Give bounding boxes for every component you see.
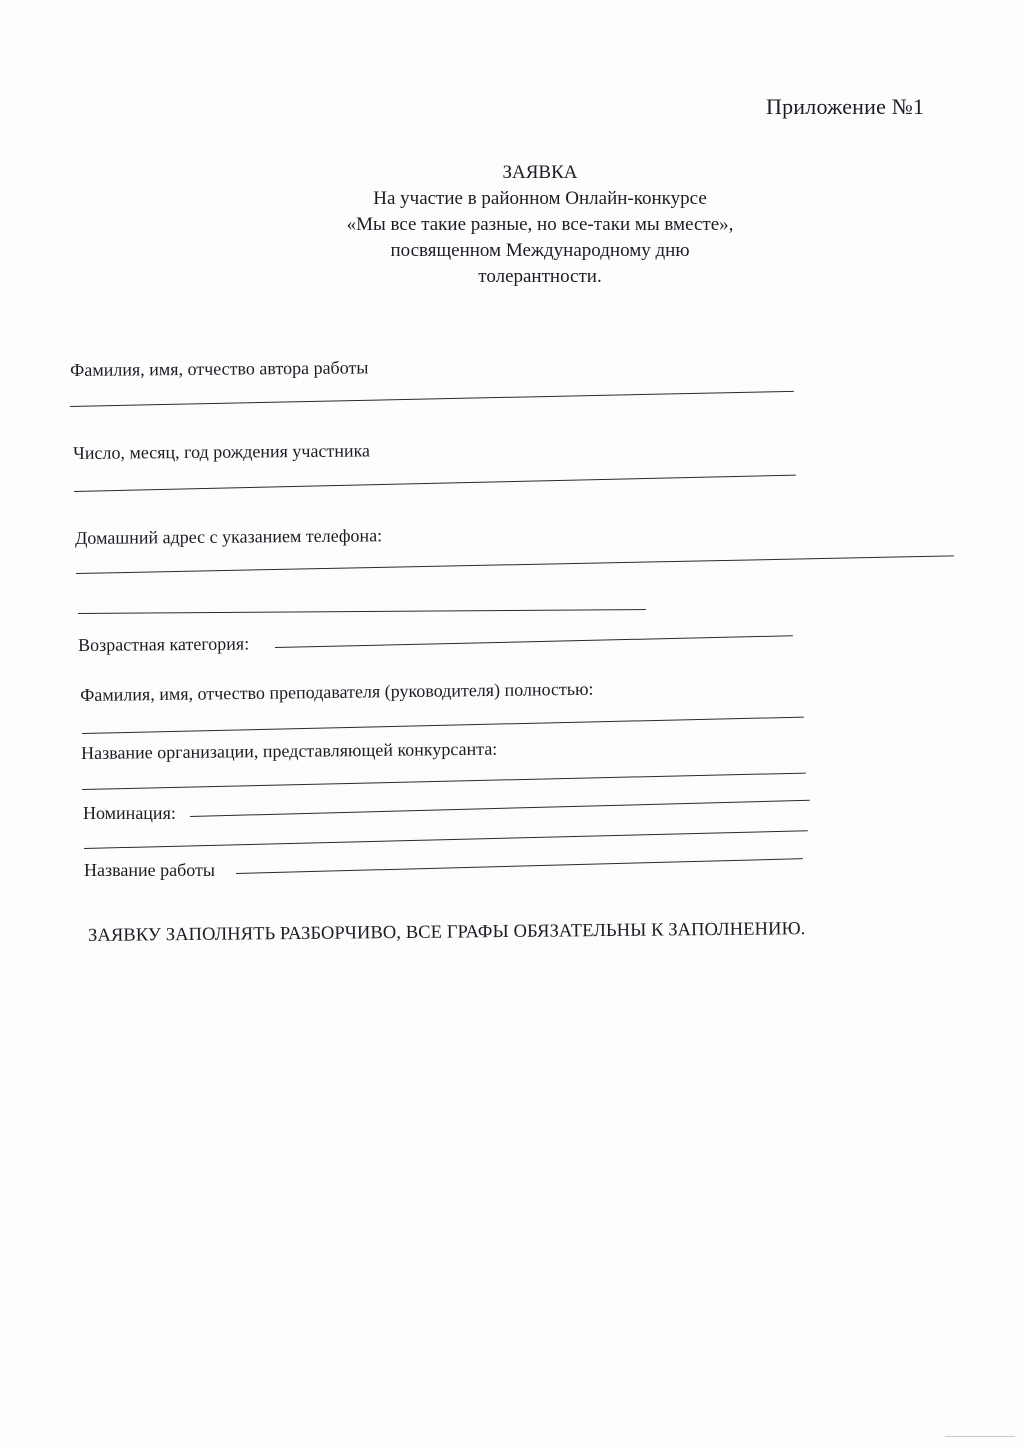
nomination-label: Номинация: bbox=[83, 803, 176, 823]
birth-date-field-line[interactable] bbox=[74, 475, 796, 492]
scan-edge-mark bbox=[945, 1436, 1015, 1437]
work-title-field-line[interactable] bbox=[236, 858, 803, 874]
organization-label: Название организации, представляющей конкурсанта: bbox=[81, 738, 498, 763]
teacher-name-label: Фамилия, имя, отчество преподавателя (руководителя) полностью: bbox=[80, 678, 594, 705]
appendix-label: Приложение №1 bbox=[766, 94, 925, 119]
age-category-field-line[interactable] bbox=[275, 635, 793, 648]
teacher-name-field-line[interactable] bbox=[82, 717, 804, 734]
organization-field-line[interactable] bbox=[82, 773, 806, 790]
birth-date-label: Число, месяц, год рождения участника bbox=[73, 440, 371, 463]
fill-instructions-notice: ЗАЯВКУ ЗАПОЛНЯТЬ РАЗБОРЧИВО, ВСЕ ГРАФЫ ОБЯЗАТЕЛЬНЫ К ЗАПОЛНЕНИЮ. bbox=[88, 919, 806, 946]
address-field-line-2[interactable] bbox=[78, 609, 646, 614]
title-line-3: «Мы все такие разные, но все-таки мы вместе», bbox=[346, 214, 734, 235]
address-label: Домашний адрес с указанием телефона: bbox=[75, 525, 383, 548]
title-line-1: ЗАЯВКА bbox=[502, 162, 578, 183]
title-line-5: толерантности. bbox=[478, 266, 602, 287]
author-name-field-line[interactable] bbox=[70, 391, 794, 407]
nomination-field-line-2[interactable] bbox=[84, 830, 808, 849]
author-name-label: Фамилия, имя, отчество автора работы bbox=[70, 357, 369, 380]
work-title-label: Название работы bbox=[84, 860, 215, 880]
address-field-line-1[interactable] bbox=[76, 555, 954, 574]
document-title bbox=[240, 160, 840, 290]
age-category-label: Возрастная категория: bbox=[78, 633, 250, 655]
title-line-2: На участие в районном Онлайн-конкурсе bbox=[373, 188, 707, 209]
nomination-field-line-1[interactable] bbox=[190, 800, 810, 817]
title-line-4: посвященном Международному дню bbox=[390, 240, 690, 261]
